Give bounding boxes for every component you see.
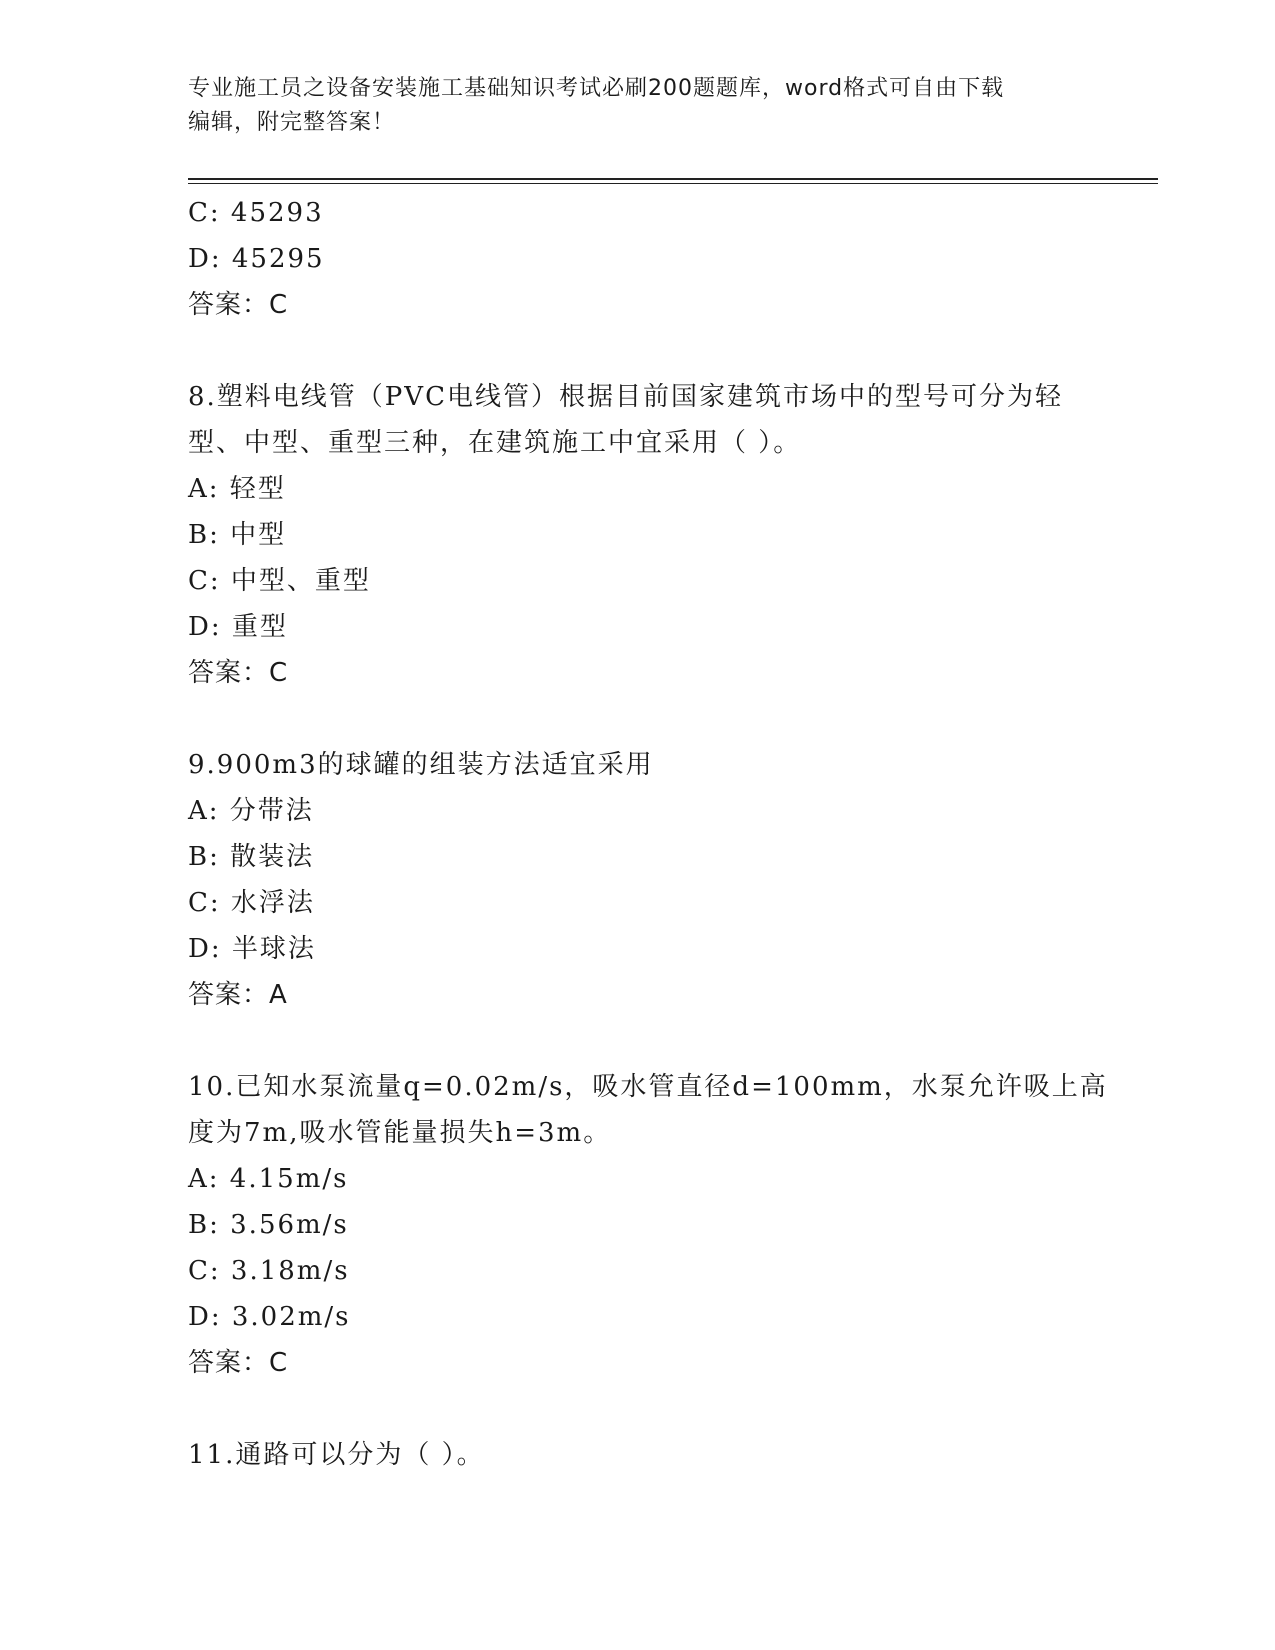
option-d: D: 45295: [188, 244, 325, 274]
question-7-continued: [188, 190, 1088, 328]
question-10: [188, 1064, 1108, 1386]
option-b: B: 散装法: [188, 842, 315, 872]
answer-line: 答案：C: [188, 1348, 289, 1378]
option-d: D: 重型: [188, 612, 288, 642]
question-8: [188, 374, 1088, 696]
option-c: C: 水浮法: [188, 888, 315, 918]
header-title-line-1: 专业施工员之设备安装施工基础知识考试必刷200题题库，word格式可自由下载: [188, 76, 1005, 101]
option-c: C: 45293: [188, 198, 324, 228]
option-a: A: 分带法: [188, 796, 314, 826]
option-c: C: 中型、重型: [188, 566, 371, 596]
question-text-line: 11.通路可以分为（ ）。: [188, 1440, 485, 1470]
document-header: [188, 72, 1068, 140]
question-list: [188, 190, 1108, 1478]
option-b: B: 3.56m/s: [188, 1210, 349, 1240]
answer-line: 答案：C: [188, 290, 289, 320]
option-d: D: 半球法: [188, 934, 316, 964]
question-text-line: 型、中型、重型三种，在建筑施工中宜采用（ ）。: [188, 428, 802, 458]
header-divider-thick: [188, 178, 1158, 180]
question-text-line: 8.塑料电线管（PVC电线管）根据目前国家建筑市场中的型号可分为轻: [188, 382, 1063, 412]
answer-line: 答案：A: [188, 980, 288, 1010]
answer-line: 答案：C: [188, 658, 289, 688]
question-text-line: 10.已知水泵流量q=0.02m/s，吸水管直径d=100mm，水泵允许吸上高: [188, 1072, 1108, 1102]
header-title-line-2: 编辑，附完整答案！: [188, 110, 396, 135]
header-divider-thin: [188, 183, 1158, 184]
question-11: [188, 1432, 1088, 1478]
option-a: A: 4.15m/s: [188, 1164, 349, 1194]
option-c: C: 3.18m/s: [188, 1256, 350, 1286]
question-9: [188, 742, 1088, 1018]
option-b: B: 中型: [188, 520, 287, 550]
option-d: D: 3.02m/s: [188, 1302, 351, 1332]
question-text-line: 度为7m,吸水管能量损失h=3m。: [188, 1118, 612, 1148]
option-a: A: 轻型: [188, 474, 286, 504]
question-text-line: 9.900m3的球罐的组装方法适宜采用: [188, 750, 654, 780]
